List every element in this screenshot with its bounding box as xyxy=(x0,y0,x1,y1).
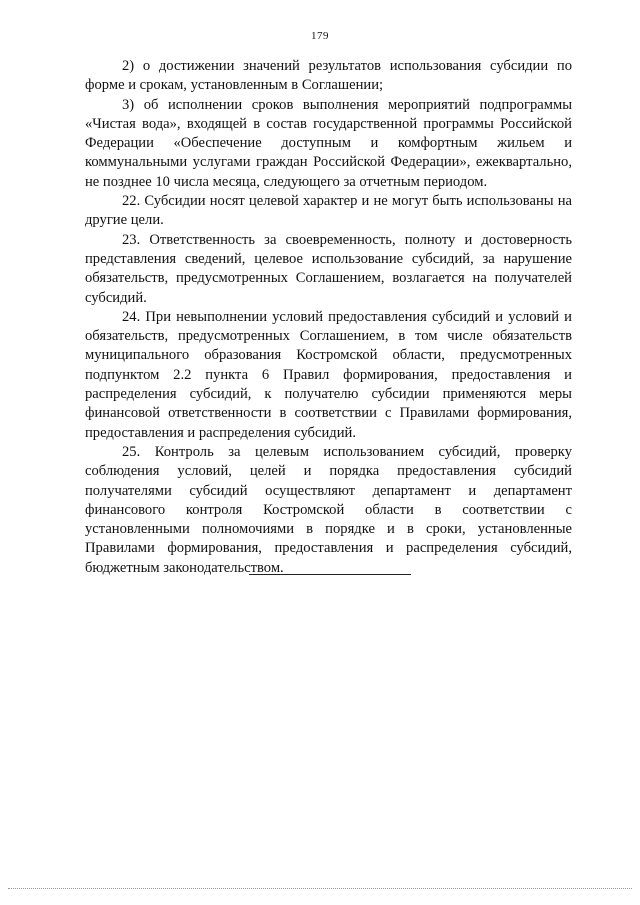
page-number: 179 xyxy=(311,30,329,42)
paragraph-24: 24. При невыполнении условий предоставления субсидий и условий и обязательств, предусмотренных Соглашением, в том числе обязательств муниципального образования Костромской области, предусмотренных подпунктом 2.2 пункта 6 Правил формирования, предоставления и распределения субсидий, к получателю субсидии применяются меры финансовой ответственности в соответствии с Правилами формирования, предоставления и распределения субсидий. xyxy=(85,308,572,441)
paragraph-25: 25. Контроль за целевым использованием субсидий, проверку соблюдения условий, целей и порядка предоставления субсидий получателями субсидий осуществляют департамент и департамент финансового контроля Костромской области в соответствии с установленными полномочиями в порядке и в сроки, установленные Правилами формирования, предоставления и распределения субсидий, бюджетным законодательством. xyxy=(85,443,572,576)
paragraph-23: 23. Ответственность за своевременность, полноту и достоверность представления сведений, целевое использование субсидий, за нарушение обязательств, предусмотренных Соглашением, возлагается на получателей субсидий. xyxy=(85,231,572,306)
end-of-document-divider xyxy=(249,574,411,575)
document-body xyxy=(85,57,572,578)
paragraph-item-3-reporting: 3) об исполнении сроков выполнения мероприятий подпрограммы «Чистая вода», входящей в состав государственной программы Российской Федерации «Обеспечение доступным и комфортным жильем и коммунальными услугами граждан Российской Федерации», ежеквартально, не позднее 10 числа месяца, следующего за отчетным периодом. xyxy=(85,96,572,190)
paragraph-item-2-reporting: 2) о достижении значений результатов использования субсидии по форме и срокам, установленным в Соглашении; xyxy=(85,58,572,94)
paragraph-22: 22. Субсидии носят целевой характер и не могут быть использованы на другие цели. xyxy=(85,193,572,229)
scan-edge-dotted-line xyxy=(8,888,632,889)
